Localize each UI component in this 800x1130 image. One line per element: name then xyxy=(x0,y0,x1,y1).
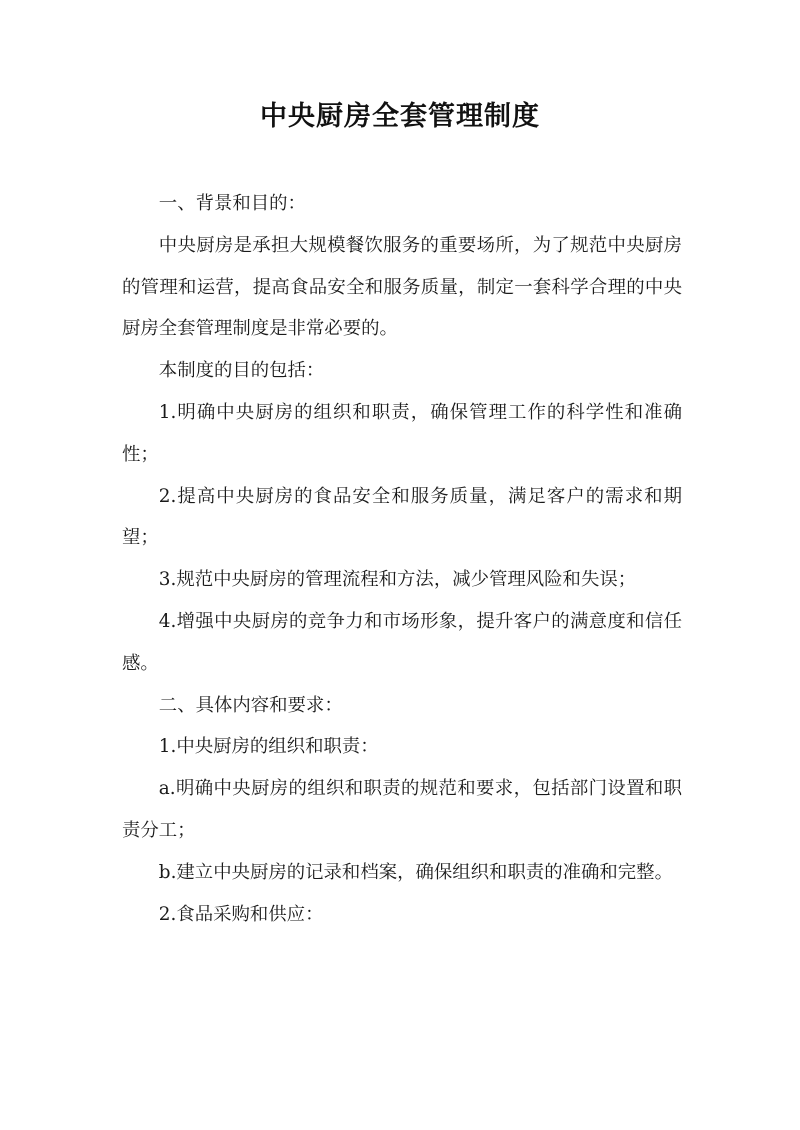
paragraph-purpose-lead: 本制度的目的包括： xyxy=(158,360,325,382)
subsection-heading-organization: 1.中央厨房的组织和职责： xyxy=(158,736,379,758)
list-item-purpose-3: 3.规范中央厨房的管理流程和方法，减少管理风险和失误； xyxy=(158,569,637,591)
document-body xyxy=(122,183,682,935)
subsection-heading-procurement: 2.食品采购和供应： xyxy=(158,903,324,925)
section-heading-content: 二、具体内容和要求： xyxy=(158,694,343,716)
list-item-organization-b: b.建立中央厨房的记录和档案，确保组织和职责的准确和完整。 xyxy=(158,861,673,883)
list-item-purpose-4: 4.增强中央厨房的竞争力和市场形象，提升客户的满意度和信任感。 xyxy=(122,610,682,674)
section-heading-background: 一、背景和目的： xyxy=(158,193,306,214)
list-item-purpose-2: 2.提高中央厨房的食品安全和服务质量，满足客户的需求和期望； xyxy=(122,485,682,549)
document-title: 中央厨房全套管理制度 xyxy=(260,101,540,132)
paragraph-intro: 中央厨房是承担大规模餐饮服务的重要场所，为了规范中央厨房的管理和运营，提高食品安全和服务质量，制定一套科学合理的中央厨房全套管理制度是非常必要的。 xyxy=(122,234,682,340)
list-item-organization-a: a.明确中央厨房的组织和职责的规范和要求，包括部门设置和职责分工； xyxy=(122,778,682,841)
list-item-purpose-1: 1.明确中央厨房的组织和职责，确保管理工作的科学性和准确性； xyxy=(122,401,682,465)
